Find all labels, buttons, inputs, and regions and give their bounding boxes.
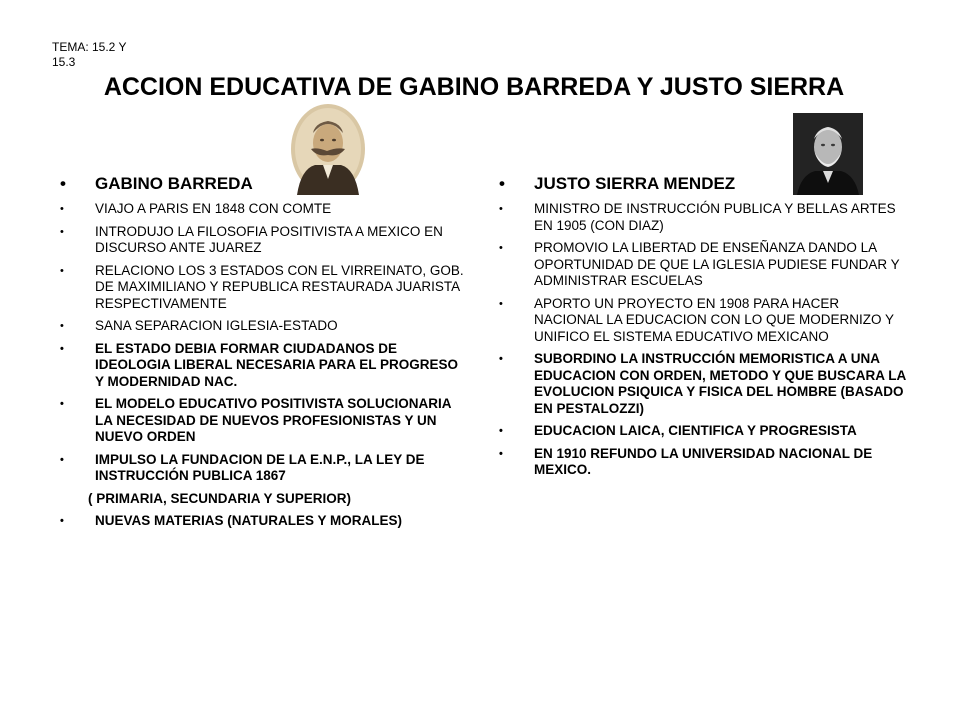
- bullet: •: [60, 264, 64, 277]
- bullet: •: [60, 398, 64, 410]
- bullet: •: [499, 242, 503, 254]
- list-item-text: NUEVAS MATERIAS (NATURALES Y MORALES): [95, 513, 403, 528]
- sierra-heading-item: [497, 173, 907, 195]
- bullet: •: [60, 203, 64, 215]
- bullet: •: [60, 515, 64, 527]
- bullet: •: [499, 447, 503, 460]
- list-item: [497, 240, 907, 290]
- bullet: •: [60, 342, 64, 355]
- barreda-column: [58, 173, 470, 536]
- list-item: [497, 296, 907, 346]
- list-item: [58, 452, 470, 485]
- sierra-heading: JUSTO SIERRA MENDEZ: [534, 174, 736, 193]
- list-item-text: VIAJO A PARIS EN 1848 CON COMTE: [95, 201, 332, 216]
- bullet: •: [499, 297, 503, 310]
- bullet: •: [60, 453, 64, 466]
- list-item: [497, 201, 907, 234]
- sierra-list: [497, 173, 907, 479]
- bullet: •: [499, 203, 503, 215]
- barreda-list: [58, 173, 470, 530]
- bullet: •: [60, 320, 64, 332]
- bullet: •: [499, 425, 503, 437]
- list-item: [58, 396, 470, 446]
- list-item: [58, 318, 470, 335]
- list-item: [58, 263, 470, 313]
- list-item-text: IMPULSO LA FUNDACION DE LA E.N.P., LA LEY DE INSTRUCCIÓN PUBLICA 1867: [95, 451, 425, 483]
- list-item-text: RELACIONO LOS 3 ESTADOS CON EL VIRREINATO, GOB. DE MAXIMILIANO Y REPUBLICA RESTAURADA JUARISTA RESPECTIVAMENTE: [95, 262, 464, 311]
- list-continuation-text: ( PRIMARIA, SECUNDARIA Y SUPERIOR): [88, 490, 352, 506]
- list-item: [58, 201, 470, 218]
- list-item-text: EL ESTADO DEBIA FORMAR CIUDADANOS DE IDEOLOGIA LIBERAL NECESARIA PARA EL PROGRESO Y MODERNIDAD NAC.: [95, 340, 459, 389]
- list-item-text: INTRODUJO LA FILOSOFIA POSITIVISTA A MEXICO EN DISCURSO ANTE JUAREZ: [95, 223, 443, 255]
- barreda-heading-item: [58, 173, 470, 195]
- bullet: •: [499, 174, 505, 193]
- bullet: •: [499, 353, 503, 365]
- list-item-text: EN 1910 REFUNDO LA UNIVERSIDAD NACIONAL DE MEXICO.: [534, 445, 873, 477]
- list-item: [58, 513, 470, 530]
- list-item-text: EL MODELO EDUCATIVO POSITIVISTA SOLUCIONARIA LA NECESIDAD DE NUEVOS PROFESIONISTAS Y UN NUEVO ORDEN: [95, 396, 452, 444]
- list-item: [497, 423, 907, 440]
- list-item-text: EDUCACION LAICA, CIENTIFICA Y PROGRESISTA: [534, 423, 857, 438]
- bullet: •: [60, 174, 66, 193]
- list-item: [58, 224, 470, 257]
- bullet: •: [60, 225, 64, 238]
- list-item-text: SUBORDINO LA INSTRUCCIÓN MEMORISTICA A UNA EDUCACION CON ORDEN, METODO Y QUE BUSCARA LA EVOLUCION PSIQUICA Y FISICA DEL HOMBRE (BASADO EN PESTALOZZI): [534, 351, 906, 416]
- slide-title: ACCION EDUCATIVA DE GABINO BARREDA Y JUSTO SIERRA: [103, 73, 845, 101]
- list-item-text: SANA SEPARACION IGLESIA-ESTADO: [95, 318, 338, 333]
- topic-label: TEMA: 15.2 Y 15.3: [52, 40, 127, 69]
- list-item: [497, 351, 907, 417]
- list-item-text: MINISTRO DE INSTRUCCIÓN PUBLICA Y BELLAS ARTES EN 1905 (CON DIAZ): [534, 201, 896, 233]
- list-item: [58, 341, 470, 391]
- list-item-text: APORTO UN PROYECTO EN 1908 PARA HACER NACIONAL LA EDUCACION CON LO QUE MODERNIZO Y UNIFICO EL SISTEMA EDUCATIVO MEXICANO: [534, 295, 894, 344]
- list-continuation: [58, 491, 470, 508]
- barreda-heading: GABINO BARREDA: [95, 174, 253, 193]
- sierra-column: [497, 173, 907, 485]
- list-item: [497, 446, 907, 479]
- list-item-text: PROMOVIO LA LIBERTAD DE ENSEÑANZA DANDO LA OPORTUNIDAD DE QUE LA IGLESIA PUDIESE FUNDAR Y ADMINISTRAR ESCUELAS: [534, 240, 900, 288]
